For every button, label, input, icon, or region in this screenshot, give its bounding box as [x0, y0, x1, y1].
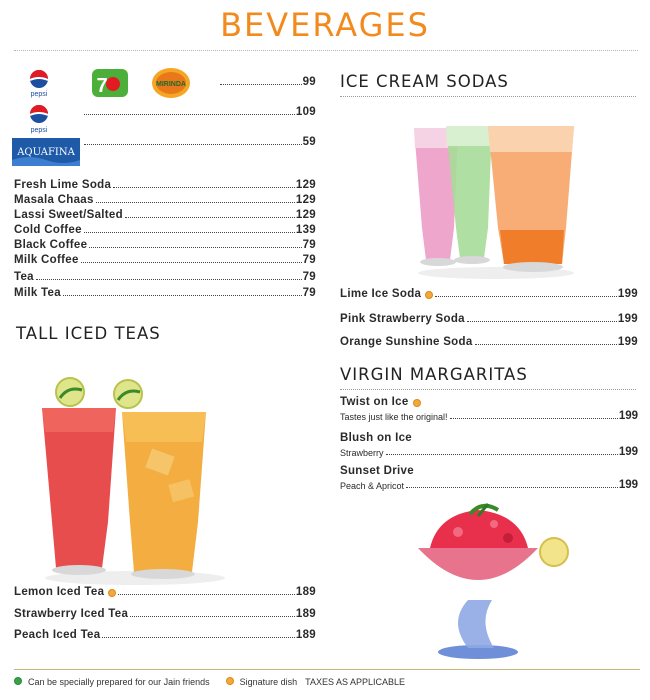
soft-drink-row — [82, 136, 316, 148]
margarita-glass-image — [408, 502, 578, 662]
menu-item-detail — [340, 446, 638, 458]
leader-dots — [63, 295, 302, 296]
iced-tea-glasses-image — [30, 372, 240, 587]
leader-dots — [130, 616, 295, 617]
menu-item — [340, 288, 638, 300]
leader-dots — [89, 247, 301, 248]
footer-divider — [14, 669, 640, 670]
item-price: 199 — [618, 479, 638, 491]
menu-item — [340, 313, 638, 325]
item-price: 139 — [295, 224, 316, 236]
item-price: 79 — [302, 271, 316, 283]
item-name: Lime Ice Soda — [340, 288, 422, 300]
item-price: 199 — [617, 288, 638, 300]
leader-dots — [113, 187, 295, 188]
item-name: Masala Chaas — [14, 194, 94, 206]
item-description: Strawberry — [340, 448, 384, 458]
menu-item — [14, 254, 316, 266]
item-price: 199 — [617, 336, 638, 348]
item-price: 129 — [295, 209, 316, 221]
page-title: BEVERAGES — [220, 6, 430, 44]
menu-item-detail — [340, 479, 638, 491]
leader-dots — [475, 344, 617, 345]
item-price: 79 — [302, 254, 316, 266]
section-heading-ice-cream-sodas: ICE CREAM SODAS — [340, 72, 509, 91]
menu-item — [14, 209, 316, 221]
diet-pepsi-logo-icon — [22, 102, 56, 134]
menu-item — [14, 239, 316, 251]
taxes-note: TAXES AS APPLICABLE — [305, 677, 406, 687]
mirinda-logo-icon — [150, 66, 192, 100]
soft-drink-row — [218, 76, 316, 88]
7up-logo-icon — [88, 66, 132, 100]
signature-dish-icon — [226, 677, 234, 685]
signature-dish-icon — [425, 291, 433, 299]
aquafina-logo-text: AQUAFINA — [17, 147, 75, 158]
item-name: Milk Coffee — [14, 254, 79, 266]
jain-note: Can be specially prepared for our Jain friends — [28, 677, 210, 687]
leader-dots — [96, 202, 295, 203]
diet-pepsi-logo-text: pepsi — [30, 127, 48, 134]
section-heading-virgin-margaritas: VIRGIN MARGARITAS — [340, 365, 528, 384]
leader-dots — [450, 418, 618, 419]
pepsi-logo-icon — [22, 68, 56, 98]
menu-item-name — [340, 432, 412, 444]
signature-note: Signature dish — [239, 677, 298, 687]
item-name: Cold Coffee — [14, 224, 82, 236]
menu-item-name — [340, 396, 421, 408]
signature-dish-icon — [413, 399, 421, 407]
mirinda-logo-text: MIRINDA — [156, 81, 186, 88]
item-price: 99 — [302, 76, 316, 88]
menu-item — [14, 179, 316, 191]
leader-dots — [435, 296, 617, 297]
menu-item — [14, 287, 316, 299]
leader-dots — [406, 487, 618, 488]
section-heading-tall-iced-teas: TALL ICED TEAS — [16, 324, 161, 343]
leader-dots — [467, 321, 617, 322]
leader-dots — [84, 144, 302, 145]
leader-dots — [84, 114, 295, 115]
leader-dots — [102, 637, 294, 638]
pepsi-logo-text: pepsi — [30, 91, 48, 98]
section-divider — [340, 389, 636, 390]
menu-item — [14, 271, 316, 283]
menu-item-detail — [340, 410, 638, 422]
item-name: Orange Sunshine Soda — [340, 336, 473, 348]
leader-dots — [386, 454, 618, 455]
item-name: Lassi Sweet/Salted — [14, 209, 123, 221]
menu-item — [14, 194, 316, 206]
item-price: 199 — [618, 410, 638, 422]
7up-logo-text: 7 — [96, 75, 108, 97]
menu-item — [14, 629, 316, 641]
section-divider — [340, 96, 636, 97]
item-price: 189 — [295, 608, 316, 620]
menu-item — [14, 608, 316, 620]
item-price: 79 — [302, 287, 316, 299]
item-description: Tastes just like the original! — [340, 412, 448, 422]
leader-dots — [84, 232, 295, 233]
soft-drink-row — [82, 106, 316, 118]
leader-dots — [36, 279, 302, 280]
item-name: Fresh Lime Soda — [14, 179, 112, 191]
item-description: Peach & Apricot — [340, 481, 405, 491]
item-price: 189 — [295, 586, 316, 598]
item-name: Pink Strawberry Soda — [340, 313, 465, 325]
item-name: Peach Iced Tea — [14, 629, 101, 641]
item-price: 59 — [302, 136, 316, 148]
item-name: Tea — [14, 271, 34, 283]
footer-legend — [14, 677, 405, 687]
leader-dots — [81, 262, 302, 263]
item-price: 129 — [295, 179, 316, 191]
menu-item — [340, 336, 638, 348]
item-price: 189 — [295, 629, 316, 641]
ice-cream-soda-glasses-image — [408, 118, 584, 280]
item-name: Blush on Ice — [340, 432, 412, 444]
leader-dots — [125, 217, 295, 218]
item-name: Milk Tea — [14, 287, 61, 299]
item-price: 109 — [295, 106, 316, 118]
title-divider — [14, 50, 638, 51]
menu-item — [14, 586, 316, 598]
menu-item — [14, 224, 316, 236]
item-name: Sunset Drive — [340, 465, 414, 477]
item-price: 129 — [295, 194, 316, 206]
menu-item-name — [340, 465, 414, 477]
item-price: 79 — [302, 239, 316, 251]
item-name: Strawberry Iced Tea — [14, 608, 129, 620]
leader-dots — [220, 84, 302, 85]
aquafina-logo-icon — [12, 138, 80, 166]
jain-friendly-icon — [14, 677, 22, 685]
item-name: Black Coffee — [14, 239, 88, 251]
item-price: 199 — [618, 446, 638, 458]
item-name: Twist on Ice — [340, 396, 409, 408]
item-price: 199 — [617, 313, 638, 325]
item-name: Lemon Iced Tea — [14, 586, 105, 598]
signature-dish-icon — [108, 589, 116, 597]
leader-dots — [118, 594, 295, 595]
